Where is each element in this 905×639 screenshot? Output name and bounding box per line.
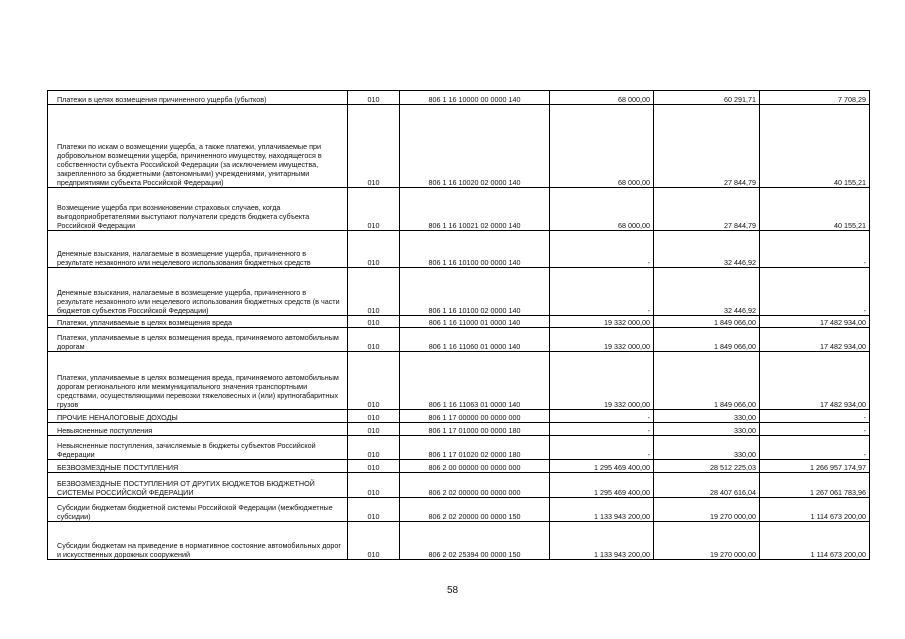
remaining-amount: 1 267 061 783,96 <box>760 473 870 498</box>
line-code: 010 <box>348 188 400 231</box>
budget-classification-code: 806 1 16 10021 02 0000 140 <box>400 188 550 231</box>
approved-amount: 1 133 943 200,00 <box>550 522 654 560</box>
indicator-name: Платежи по искам о возмещении ущерба, а также платежи, уплачиваемые при добровольном возмещении ущерба, причиненного имуществу, находящегося в собственности субъекта Российской Федерации (за исключением имущества, закрепленного за бюджетными (автономными) учреждениями, унитарными предприятиями субъекта Российской Федерации) <box>48 105 348 188</box>
executed-amount: 28 407 616,04 <box>654 473 760 498</box>
line-code: 010 <box>348 423 400 436</box>
table-row <box>48 105 870 188</box>
budget-classification-code: 806 1 16 10020 02 0000 140 <box>400 105 550 188</box>
remaining-amount: 17 482 934,00 <box>760 352 870 410</box>
budget-classification-code: 806 1 16 11060 01 0000 140 <box>400 328 550 352</box>
approved-amount: 68 000,00 <box>550 91 654 105</box>
budget-classification-code: 806 2 02 20000 00 0000 150 <box>400 498 550 522</box>
executed-amount: 1 849 066,00 <box>654 328 760 352</box>
budget-classification-code: 806 1 17 01000 00 0000 180 <box>400 423 550 436</box>
approved-amount: 68 000,00 <box>550 188 654 231</box>
executed-amount: 330,00 <box>654 436 760 460</box>
approved-amount: 19 332 000,00 <box>550 352 654 410</box>
remaining-amount: 40 155,21 <box>760 105 870 188</box>
budget-classification-code: 806 2 02 00000 00 0000 000 <box>400 473 550 498</box>
table-row <box>48 91 870 105</box>
indicator-name: БЕЗВОЗМЕЗДНЫЕ ПОСТУПЛЕНИЯ ОТ ДРУГИХ БЮДЖЕТОВ БЮДЖЕТНОЙ СИСТЕМЫ РОССИЙСКОЙ ФЕДЕРАЦИИ <box>48 473 348 498</box>
table-row <box>48 316 870 328</box>
line-code: 010 <box>348 268 400 316</box>
approved-amount: 1 295 469 400,00 <box>550 460 654 473</box>
approved-amount: 1 295 469 400,00 <box>550 473 654 498</box>
table-row <box>48 522 870 560</box>
remaining-amount: 1 266 957 174,97 <box>760 460 870 473</box>
line-code: 010 <box>348 105 400 188</box>
budget-classification-code: 806 1 16 10100 00 0000 140 <box>400 231 550 268</box>
table-row <box>48 231 870 268</box>
line-code: 010 <box>348 352 400 410</box>
report-table-body <box>48 91 870 560</box>
executed-amount: 28 512 225,03 <box>654 460 760 473</box>
approved-amount: - <box>550 268 654 316</box>
table-row <box>48 188 870 231</box>
indicator-name: Денежные взыскания, налагаемые в возмещение ущерба, причиненного в результате незаконного или нецелевого использования бюджетных средств (в части бюджетов субъектов Российской Федерации) <box>48 268 348 316</box>
line-code: 010 <box>348 410 400 423</box>
budget-classification-code: 806 1 16 10000 00 0000 140 <box>400 91 550 105</box>
executed-amount: 1 849 066,00 <box>654 352 760 410</box>
table-row <box>48 328 870 352</box>
budget-classification-code: 806 1 16 11063 01 0000 140 <box>400 352 550 410</box>
line-code: 010 <box>348 522 400 560</box>
remaining-amount: 40 155,21 <box>760 188 870 231</box>
indicator-name: Возмещение ущерба при возникновении страховых случаев, когда выгодоприобретателями выступают получатели средств бюджета субъекта Российской Федерации <box>48 188 348 231</box>
remaining-amount: 1 114 673 200,00 <box>760 522 870 560</box>
remaining-amount: 17 482 934,00 <box>760 316 870 328</box>
approved-amount: 1 133 943 200,00 <box>550 498 654 522</box>
indicator-name: Невыясненные поступления <box>48 423 348 436</box>
approved-amount: 19 332 000,00 <box>550 328 654 352</box>
indicator-name: Платежи, уплачиваемые в целях возмещения вреда <box>48 316 348 328</box>
remaining-amount: 1 114 673 200,00 <box>760 498 870 522</box>
executed-amount: 330,00 <box>654 410 760 423</box>
table-row <box>48 410 870 423</box>
approved-amount: - <box>550 423 654 436</box>
executed-amount: 19 270 000,00 <box>654 522 760 560</box>
line-code: 010 <box>348 231 400 268</box>
executed-amount: 32 446,92 <box>654 268 760 316</box>
page-number: 58 <box>446 585 459 596</box>
indicator-name: ПРОЧИЕ НЕНАЛОГОВЫЕ ДОХОДЫ <box>48 410 348 423</box>
budget-classification-code: 806 1 17 00000 00 0000 000 <box>400 410 550 423</box>
line-code: 010 <box>348 91 400 105</box>
executed-amount: 27 844,79 <box>654 188 760 231</box>
indicator-name: Денежные взыскания, налагаемые в возмещение ущерба, причиненного в результате незаконного или нецелевого использования бюджетных средств <box>48 231 348 268</box>
indicator-name: Субсидии бюджетам бюджетной системы Российской Федерации (межбюджетные субсидии) <box>48 498 348 522</box>
executed-amount: 60 291,71 <box>654 91 760 105</box>
line-code: 010 <box>348 473 400 498</box>
line-code: 010 <box>348 436 400 460</box>
budget-classification-code: 806 2 02 25394 00 0000 150 <box>400 522 550 560</box>
remaining-amount: - <box>760 423 870 436</box>
approved-amount: - <box>550 410 654 423</box>
table-row <box>48 352 870 410</box>
budget-classification-code: 806 2 00 00000 00 0000 000 <box>400 460 550 473</box>
indicator-name: Платежи в целях возмещения причиненного ущерба (убытков) <box>48 91 348 105</box>
table-row <box>48 473 870 498</box>
remaining-amount: - <box>760 231 870 268</box>
line-code: 010 <box>348 498 400 522</box>
remaining-amount: - <box>760 268 870 316</box>
budget-classification-code: 806 1 17 01020 02 0000 180 <box>400 436 550 460</box>
remaining-amount: - <box>760 436 870 460</box>
table-row <box>48 436 870 460</box>
table-row <box>48 460 870 473</box>
remaining-amount: 17 482 934,00 <box>760 328 870 352</box>
approved-amount: 19 332 000,00 <box>550 316 654 328</box>
executed-amount: 32 446,92 <box>654 231 760 268</box>
budget-classification-code: 806 1 16 10100 02 0000 140 <box>400 268 550 316</box>
indicator-name: Платежи, уплачиваемые в целях возмещения вреда, причиняемого автомобильным дорогам <box>48 328 348 352</box>
approved-amount: - <box>550 436 654 460</box>
table-row <box>48 268 870 316</box>
remaining-amount: 7 708,29 <box>760 91 870 105</box>
executed-amount: 1 849 066,00 <box>654 316 760 328</box>
approved-amount: 68 000,00 <box>550 105 654 188</box>
indicator-name: БЕЗВОЗМЕЗДНЫЕ ПОСТУПЛЕНИЯ <box>48 460 348 473</box>
executed-amount: 19 270 000,00 <box>654 498 760 522</box>
indicator-name: Субсидии бюджетам на приведение в нормативное состояние автомобильных дорог и искусственных дорожных сооружений <box>48 522 348 560</box>
executed-amount: 27 844,79 <box>654 105 760 188</box>
executed-amount: 330,00 <box>654 423 760 436</box>
budget-classification-code: 806 1 16 11000 01 0000 140 <box>400 316 550 328</box>
indicator-name: Невыясненные поступления, зачисляемые в бюджеты субъектов Российской Федерации <box>48 436 348 460</box>
line-code: 010 <box>348 460 400 473</box>
approved-amount: - <box>550 231 654 268</box>
income-report-table <box>47 90 870 560</box>
remaining-amount: - <box>760 410 870 423</box>
table-row <box>48 498 870 522</box>
line-code: 010 <box>348 316 400 328</box>
line-code: 010 <box>348 328 400 352</box>
indicator-name: Платежи, уплачиваемые в целях возмещения вреда, причиняемого автомобильным дорогам регионального или межмуниципального значения транспортными средствами, осуществляющими перевозки тяжеловесных и (или) крупногабаритных грузов <box>48 352 348 410</box>
table-row <box>48 423 870 436</box>
